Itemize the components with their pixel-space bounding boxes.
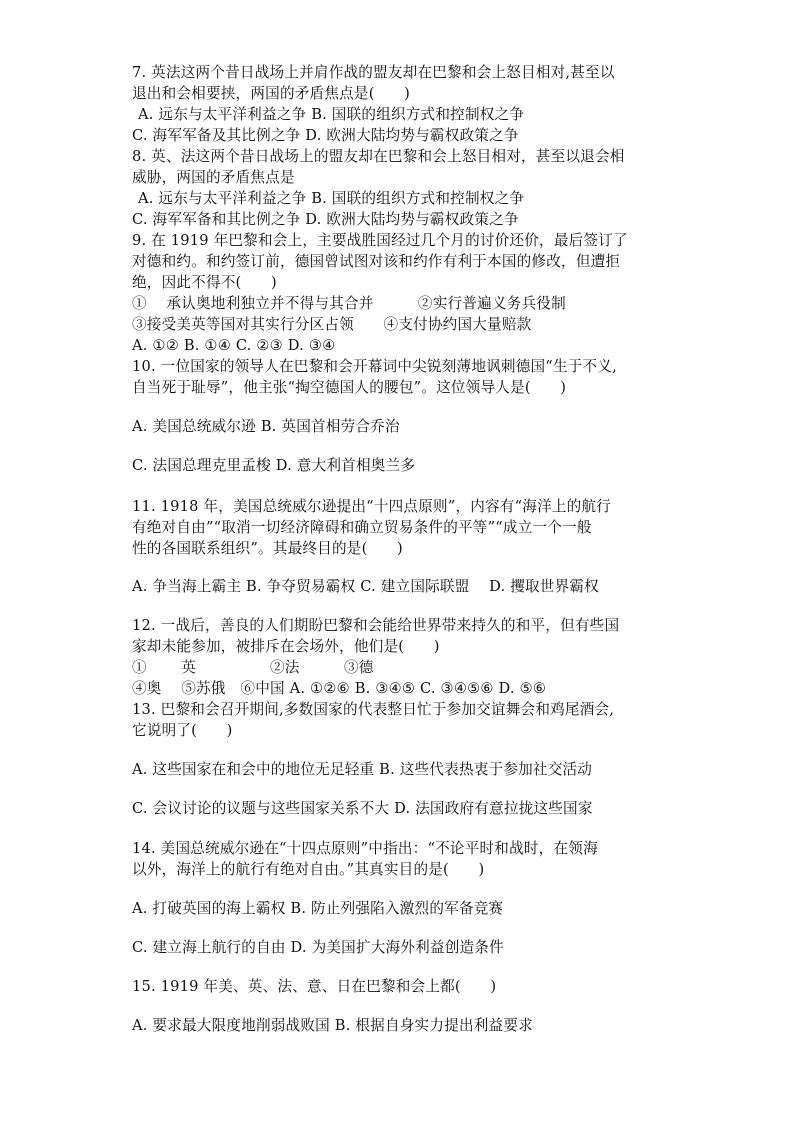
question-10-options: C. 法国总理克里孟梭 D. 意大利首相奥兰多 <box>132 457 416 474</box>
question-14-stem-line: 14. 美国总统威尔逊在“十四点原则”中指出：“不论平时和战时，在领海 <box>132 840 598 857</box>
question-9-stem-line: 9. 在 1919 年巴黎和会上，主要战胜国经过几个月的讨价还价，最后签订了 <box>132 232 628 249</box>
question-7-options: C. 海军军备及其比例之争 D. 欧洲大陆均势与霸权政策之争 <box>132 127 519 144</box>
question-11-stem-line: 11. 1918 年，美国总统威尔逊提出“十四点原则”，内容有“海洋上的航行 <box>132 498 612 515</box>
question-14-options: C. 建立海上航行的自由 D. 为美国扩大海外利益创造条件 <box>132 939 504 956</box>
question-13-stem-line: 它说明了( ) <box>132 722 233 739</box>
question-15-options: A. 要求最大限度地削弱战败国 B. 根据自身实力提出利益要求 <box>132 1017 533 1034</box>
question-14-stem-line: 以外，海洋上的航行有绝对自由。”其真实目的是( ) <box>132 861 485 878</box>
question-9-stem-line: 对德和约。和约签订前，德国曾试图对该和约作有利于本国的修改，但遭拒 <box>132 253 621 270</box>
question-13-stem-line: 13. 巴黎和会召开期间,多数国家的代表整日忙于参加交谊舞会和鸡尾酒会, <box>132 701 615 718</box>
question-15-stem-line: 15. 1919 年美、英、法、意、日在巴黎和会上都( ) <box>132 978 497 995</box>
question-9-item: ① 承认奥地利独立并不得与其合并 ②实行普遍义务兵役制 <box>132 295 566 312</box>
question-11-stem-line: 有绝对自由”“取消一切经济障碍和确立贸易条件的平等”“成立一个一般 <box>132 519 592 536</box>
question-7-stem-line: 退出和会相要挟，两国的矛盾焦点是( ) <box>132 85 411 102</box>
question-10-stem-line: 自当死于耻辱”，他主张“掏空德国人的腰包”。这位领导人是( ) <box>132 379 567 396</box>
question-9-stem-line: 绝，因此不得不( ) <box>132 274 277 291</box>
question-9-options: A. ①② B. ①④ C. ②③ D. ③④ <box>132 337 336 354</box>
question-14-options: A. 打破英国的海上霸权 B. 防止列强陷入激烈的军备竞赛 <box>132 900 504 917</box>
question-9-item: ③接受美英等国对其实行分区占领 ④支付协约国大量赔款 <box>132 316 532 333</box>
question-10-options: A. 美国总统威尔逊 B. 英国首相劳合乔治 <box>132 418 400 435</box>
question-8-stem-line: 威胁，两国的矛盾焦点是 <box>132 169 295 186</box>
question-8-options: A. 远东与太平洋利益之争 B. 国联的组织方式和控制权之争 <box>138 190 525 207</box>
question-12-stem-line: 家却未能参加，被排斥在会场外，他们是( ) <box>132 638 440 655</box>
question-8-options: C. 海军军备和其比例之争 D. 欧洲大陆均势与霸权政策之争 <box>132 211 519 228</box>
question-11-stem-line: 性的各国联系组织”。其最终目的是( ) <box>132 540 403 557</box>
question-12-item: ④奥 ⑤苏俄 ⑥中国 A. ①②⑥ B. ③④⑤ C. ③④⑤⑥ D. ⑤⑥ <box>132 680 547 697</box>
question-11-options: A. 争当海上霸主 B. 争夺贸易霸权 C. 建立国际联盟 D. 攫取世界霸权 <box>132 578 599 595</box>
question-7-options: A. 远东与太平洋利益之争 B. 国联的组织方式和控制权之争 <box>138 106 525 123</box>
question-12-stem-line: 12. 一战后，善良的人们期盼巴黎和会能给世界带来持久的和平，但有些国 <box>132 617 620 634</box>
question-13-options: A. 这些国家在和会中的地位无足轻重 B. 这些代表热衷于参加社交活动 <box>132 761 593 778</box>
question-12-item: ① 英 ②法 ③德 <box>132 659 374 676</box>
question-10-stem-line: 10. 一位国家的领导人在巴黎和会开幕词中尖锐刻薄地讽刺德国“生于不义, <box>132 358 617 375</box>
question-7-stem-line: 7. 英法这两个昔日战场上并肩作战的盟友却在巴黎和会上怒目相对,甚至以 <box>132 64 615 81</box>
question-13-options: C. 会议讨论的议题与这些国家关系不大 D. 法国政府有意拉拢这些国家 <box>132 800 593 817</box>
question-8-stem-line: 8. 英、法这两个昔日战场上的盟友却在巴黎和会上怒目相对，甚至以退会相 <box>132 148 625 165</box>
